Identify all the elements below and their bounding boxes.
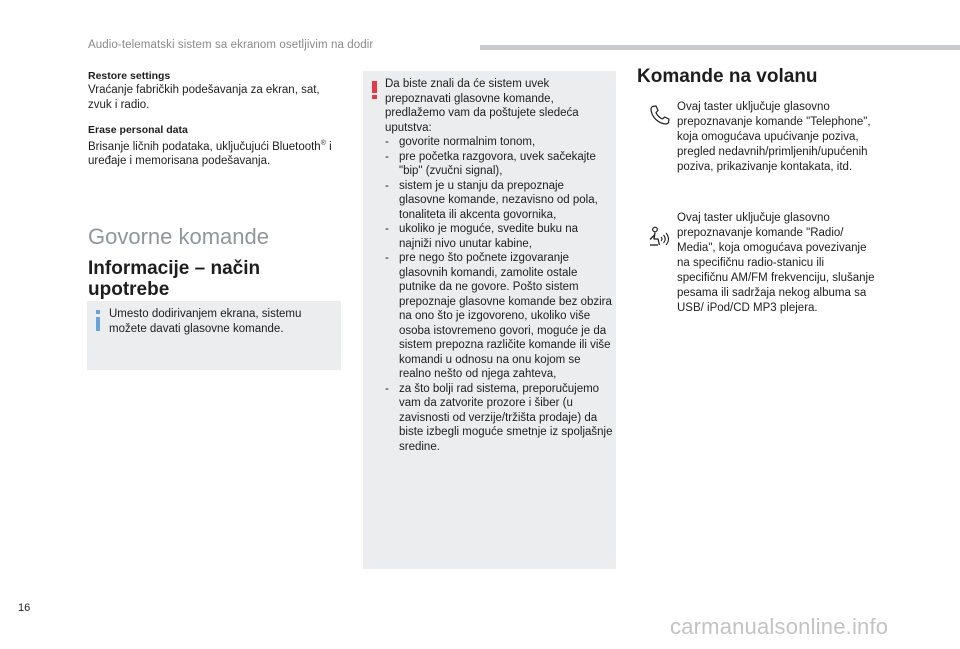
registered-mark: ® — [320, 140, 326, 147]
list-item: - pre nego što počnete izgovaranje glasovnih komandi, zamolite ostale putnike da ne govore. Pošto sistem prepoznaje glasovne komande bez obzira na ono što je izgovoreno, ukoliko više osoba istovremeno govori, moguće je da sistem prepozna različite komande ili više komandi u odnosu na onu kojom se realno nešto od njega zahteva, — [385, 251, 613, 382]
steering-heading: Komande na volanu — [637, 66, 818, 87]
info-icon — [96, 310, 100, 331]
info-note-text: Umesto dodirivanjem ekrana, sistemu možete davati glasovne komande. — [109, 308, 302, 335]
restore-settings-block — [88, 70, 343, 112]
voice-command-icon — [646, 225, 672, 251]
warning-list — [385, 135, 613, 454]
warning-icon — [372, 81, 377, 99]
settings-column — [88, 70, 343, 169]
voice-button-text: Ovaj taster uključuje glasovno prepoznavanje komande "Radio/ Media", koja omogućava povezivanje na specifičnu radio-stanicu ili specifičnu AM/FM frekvenciju, slušanje pesama ili sadržaja nekog albuma sa USB/ iPod/CD MP3 plejera. — [677, 212, 875, 314]
erase-data-title: Erase personal data — [88, 124, 188, 136]
page-header-title: Audio-telematski sistem sa ekranom osetljivim na dodir — [88, 39, 374, 51]
erase-data-text-end: i uređaje i memorisana podešavanja. — [88, 140, 332, 168]
info-note-box — [87, 301, 341, 370]
header-rule — [480, 45, 960, 50]
erase-data-text-start: Brisanje ličnih podataka, uključujući Bluetooth — [88, 140, 321, 153]
section-heading: Govorne komande — [88, 224, 269, 249]
erase-data-block — [88, 124, 343, 169]
list-item: - sistem je u stanju da prepoznaje glasovne komande, nezavisno od pola, tonaliteta ili akcenta govornika, — [385, 179, 613, 223]
watermark: carmanualsonline.info — [670, 614, 889, 639]
list-item: - pre početka razgovora, uvek sačekajte "bip" (zvučni signal), — [385, 150, 613, 179]
phone-icon — [648, 103, 672, 127]
sub-heading: Informacije – način upotrebe — [88, 258, 261, 300]
list-item: - ukoliko je moguće, svedite buku na najniži nivo unutar kabine, — [385, 222, 613, 251]
restore-settings-title: Restore settings — [88, 70, 171, 82]
restore-settings-text: Vraćanje fabričkih podešavanja za ekran, sat, zvuk i radio. — [88, 84, 320, 111]
list-item: - govorite normalnim tonom, — [385, 135, 613, 150]
warning-box — [363, 71, 616, 569]
erase-data-text — [88, 137, 343, 169]
warning-content — [385, 77, 613, 454]
warning-intro: Da biste znali da će sistem uvek prepoznavati glasovne komande, predlažemo vam da poštujete sledeća uputstva: — [385, 78, 579, 134]
phone-button-text: Ovaj taster uključuje glasovno prepoznavanje komande "Telephone", koja omogućava upućivanje poziva, pregled nedavnih/primljenih/upućenih poziva, prikazivanje kontakata, itd. — [677, 101, 871, 173]
page-number: 16 — [18, 602, 31, 614]
list-item: - za što bolji rad sistema, preporučujemo vam da zatvorite prozore i šiber (u zavisnosti od verzije/tržišta prodaje) da biste izbegli moguće smetnje iz spoljašnje sredine. — [385, 382, 613, 455]
